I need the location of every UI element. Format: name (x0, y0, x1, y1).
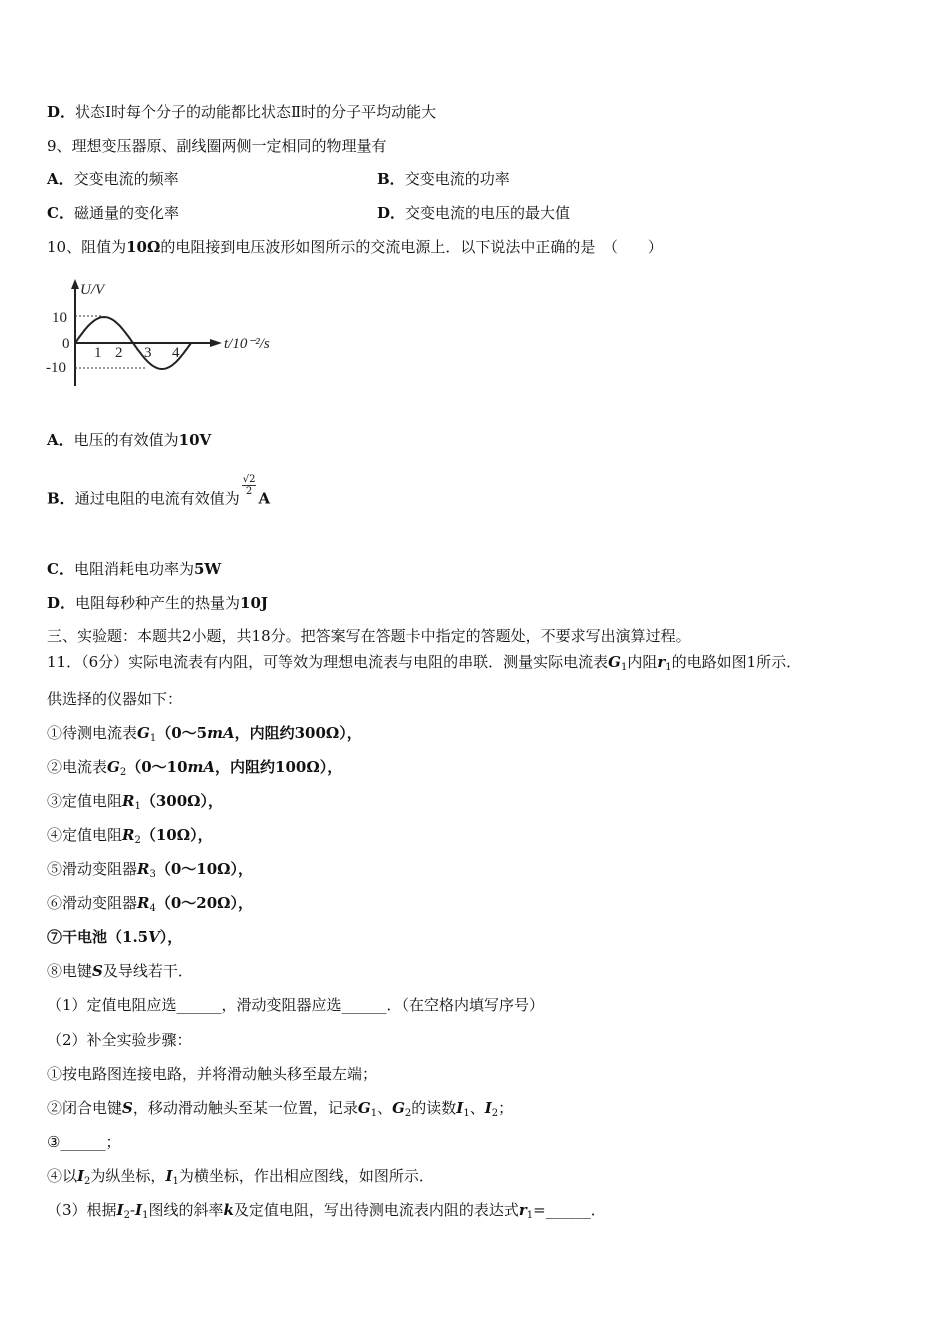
text-segment: 磁通量的变化率 (73, 204, 179, 222)
fraction-denominator: 2 (245, 486, 253, 497)
text-segment: r (657, 653, 666, 671)
text-segment: 内阻 (627, 653, 658, 671)
text-segment: 三、实验题：本题共2小题，共18分。把答案写在答题卡中指定的答题处，不要求写出演算过程。 (47, 627, 691, 645)
text-line (47, 825, 213, 851)
text-segment: I (135, 1201, 143, 1219)
text-line (47, 927, 182, 947)
text-segment: I (116, 1201, 124, 1219)
text-segment: 4 (149, 903, 156, 914)
text-segment: 10Ω (126, 238, 161, 256)
text-segment: 交变电流的电压的最大值 (405, 204, 571, 222)
text-segment: 1 (370, 1108, 378, 1119)
text-line (47, 757, 342, 783)
text-segment: V (148, 928, 160, 946)
y-tick-label: -10 (46, 360, 66, 376)
text-segment: 的电阻接到电压波形如图所示的交流电源上．以下说法中正确的是 （ ） (160, 238, 663, 256)
text-line (47, 430, 211, 450)
text-line (377, 203, 570, 223)
text-segment: 11．（6分）实际电流表有内阻，可等效为理想电流表与电阻的串联．测量实际电流表 (47, 653, 609, 671)
x-tick-label: 3 (144, 345, 152, 361)
text-segment: 及定值电阻，写出待测电流表内阻的表达式 (233, 1201, 519, 1219)
y-tick-label: 0 (62, 336, 70, 352)
text-segment: 交变电流的频率 (73, 170, 179, 188)
text-line (47, 559, 221, 579)
text-line (47, 626, 691, 646)
text-line (47, 961, 193, 981)
text-segment: ③______； (47, 1133, 121, 1151)
text-segment: 1 (620, 662, 628, 673)
y-tick-label: 10 (52, 310, 67, 326)
text-segment: （10Ω）， (140, 826, 213, 844)
text-line (47, 791, 223, 817)
text-segment: I (456, 1099, 464, 1117)
text-segment: 的读数 (411, 1099, 457, 1117)
text-segment: 1 (149, 733, 157, 744)
text-segment: G (392, 1099, 405, 1117)
text-segment: 2 (119, 767, 127, 778)
text-segment: I (77, 1167, 85, 1185)
text-segment: ，内阻约300Ω）， (234, 724, 362, 742)
text-line (47, 723, 362, 749)
text-segment: 交变电流的功率 (404, 170, 510, 188)
text-segment: 的电路如图1所示． (671, 653, 802, 671)
voltage-waveform-graph (44, 276, 284, 391)
text-line (47, 995, 544, 1015)
x-tick-label: 1 (94, 345, 102, 361)
text-segment: ，内阻约100Ω）， (215, 758, 343, 776)
x-axis-arrow-icon (210, 339, 222, 347)
text-segment: D． (47, 594, 76, 612)
text-segment: 3 (149, 869, 156, 880)
text-segment: 状态Ⅰ时每个分子的动能都比状态Ⅱ时的分子平均动能大 (75, 103, 437, 121)
text-segment: （0～10Ω）， (155, 860, 254, 878)
text-segment: 2 (84, 1176, 91, 1187)
x-tick-label: 4 (172, 345, 180, 361)
text-segment: 电压的有效值为 (73, 431, 179, 449)
text-segment: 5W (193, 560, 222, 578)
text-segment: k (223, 1201, 234, 1219)
text-segment: ，移动滑动触头至某一位置，记录 (132, 1099, 358, 1117)
text-segment: 9、理想变压器原、副线圈两侧一定相同的物理量有 (47, 137, 387, 155)
text-line (47, 102, 436, 122)
text-line (47, 859, 253, 885)
text-segment: （2）补全实验步骤： (47, 1031, 192, 1049)
text-segment: R (122, 826, 135, 844)
text-segment: I (484, 1099, 492, 1117)
text-segment: G (137, 724, 150, 742)
text-segment: ①待测电流表 (47, 724, 138, 742)
text-segment: G (357, 1099, 371, 1117)
text-segment: 2 (491, 1108, 499, 1119)
text-segment: 2 (134, 835, 141, 846)
text-line (47, 689, 182, 709)
text-segment: 通过电阻的电流有效值为 (74, 489, 240, 508)
text-segment: C． (47, 560, 74, 578)
text-segment: 为横坐标，作出相应图线，如图所示． (178, 1167, 434, 1185)
text-segment: ④以 (47, 1167, 78, 1185)
text-segment: 电阻消耗电功率为 (73, 560, 194, 578)
text-segment: S (92, 962, 103, 980)
text-segment: =______． (533, 1201, 606, 1219)
text-segment: 为纵坐标， (90, 1167, 166, 1185)
text-line (47, 1166, 434, 1192)
fraction-numerator: √2 (242, 474, 256, 485)
text-segment: 1 (134, 801, 141, 812)
text-segment: R (137, 894, 150, 912)
text-segment: 2 (123, 1210, 130, 1221)
text-segment: ⑤滑动变阻器 (47, 860, 138, 878)
text-segment: A． (47, 431, 74, 449)
text-segment: ④定值电阻 (47, 826, 123, 844)
text-segment: （0～10 (126, 758, 188, 776)
y-axis-label: U/V (80, 282, 105, 298)
text-line (47, 1030, 192, 1050)
text-segment: ②电流表 (47, 758, 108, 776)
text-segment: ⑧电键 (47, 962, 93, 980)
x-tick-label: 2 (115, 345, 123, 361)
text-line (47, 237, 663, 257)
text-segment: 1 (463, 1108, 470, 1119)
text-segment: 10V (178, 431, 212, 449)
text-segment: G (107, 758, 120, 776)
text-segment: 1 (172, 1176, 179, 1187)
fraction (242, 474, 257, 497)
text-segment: （300Ω）， (140, 792, 224, 810)
text-segment: 1 (526, 1210, 534, 1221)
y-axis-arrow-icon (71, 279, 79, 289)
text-segment: G (608, 653, 621, 671)
text-segment: ①按电路图连接电路，并将滑动触头移至最左端； (47, 1065, 378, 1083)
text-segment: 1 (142, 1210, 149, 1221)
text-line (47, 593, 268, 613)
text-segment: ）， (159, 928, 183, 946)
text-segment: R (137, 860, 150, 878)
text-line (377, 169, 510, 189)
text-segment: 1 (665, 662, 672, 673)
text-segment: A． (47, 170, 74, 188)
text-segment: 10、阻值为 (47, 238, 127, 256)
text-segment: 供选择的仪器如下： (47, 690, 183, 708)
text-segment: ③定值电阻 (47, 792, 123, 810)
text-line (47, 169, 179, 189)
text-line (47, 1064, 377, 1084)
text-segment: 电阻每秒种产生的热量为 (75, 594, 241, 612)
text-line (47, 652, 801, 678)
text-segment: 10J (240, 594, 269, 612)
text-line (47, 203, 179, 223)
text-segment: mA (207, 724, 235, 742)
text-line (47, 1200, 606, 1226)
text-segment: C． (47, 204, 74, 222)
text-segment: 、 (469, 1099, 485, 1117)
text-segment: （0～5 (156, 724, 208, 742)
text-segment: I (165, 1167, 173, 1185)
text-segment: B． (47, 489, 75, 508)
unit: A (258, 489, 271, 508)
text-segment: （1）定值电阻应选______，滑动变阻器应选______．（在空格内填写序号） (47, 996, 545, 1014)
text-segment: - (129, 1201, 136, 1219)
x-axis-label: t/10⁻²/s (224, 336, 270, 352)
text-segment: 图线的斜率 (148, 1201, 224, 1219)
text-segment: （0～20Ω）， (155, 894, 254, 912)
text-segment: S (122, 1099, 133, 1117)
text-segment: ⑦干电池（1.5 (47, 928, 149, 946)
text-line (47, 474, 271, 511)
text-segment: D． (377, 204, 406, 222)
text-segment: R (122, 792, 135, 810)
text-segment: ； (498, 1099, 514, 1117)
text-segment: D． (47, 103, 76, 121)
text-line (47, 136, 387, 156)
text-segment: ②闭合电键 (47, 1099, 123, 1117)
text-segment: B． (377, 170, 405, 188)
text-segment: r (518, 1201, 527, 1219)
text-line (47, 1098, 513, 1124)
text-segment: （3）根据 (47, 1201, 117, 1219)
text-line (47, 1132, 120, 1152)
text-segment: mA (187, 758, 216, 776)
text-segment: 、 (377, 1099, 393, 1117)
text-line (47, 893, 253, 919)
text-segment: 及导线若干． (102, 962, 193, 980)
text-segment: 2 (404, 1108, 412, 1119)
text-segment: ⑥滑动变阻器 (47, 894, 138, 912)
